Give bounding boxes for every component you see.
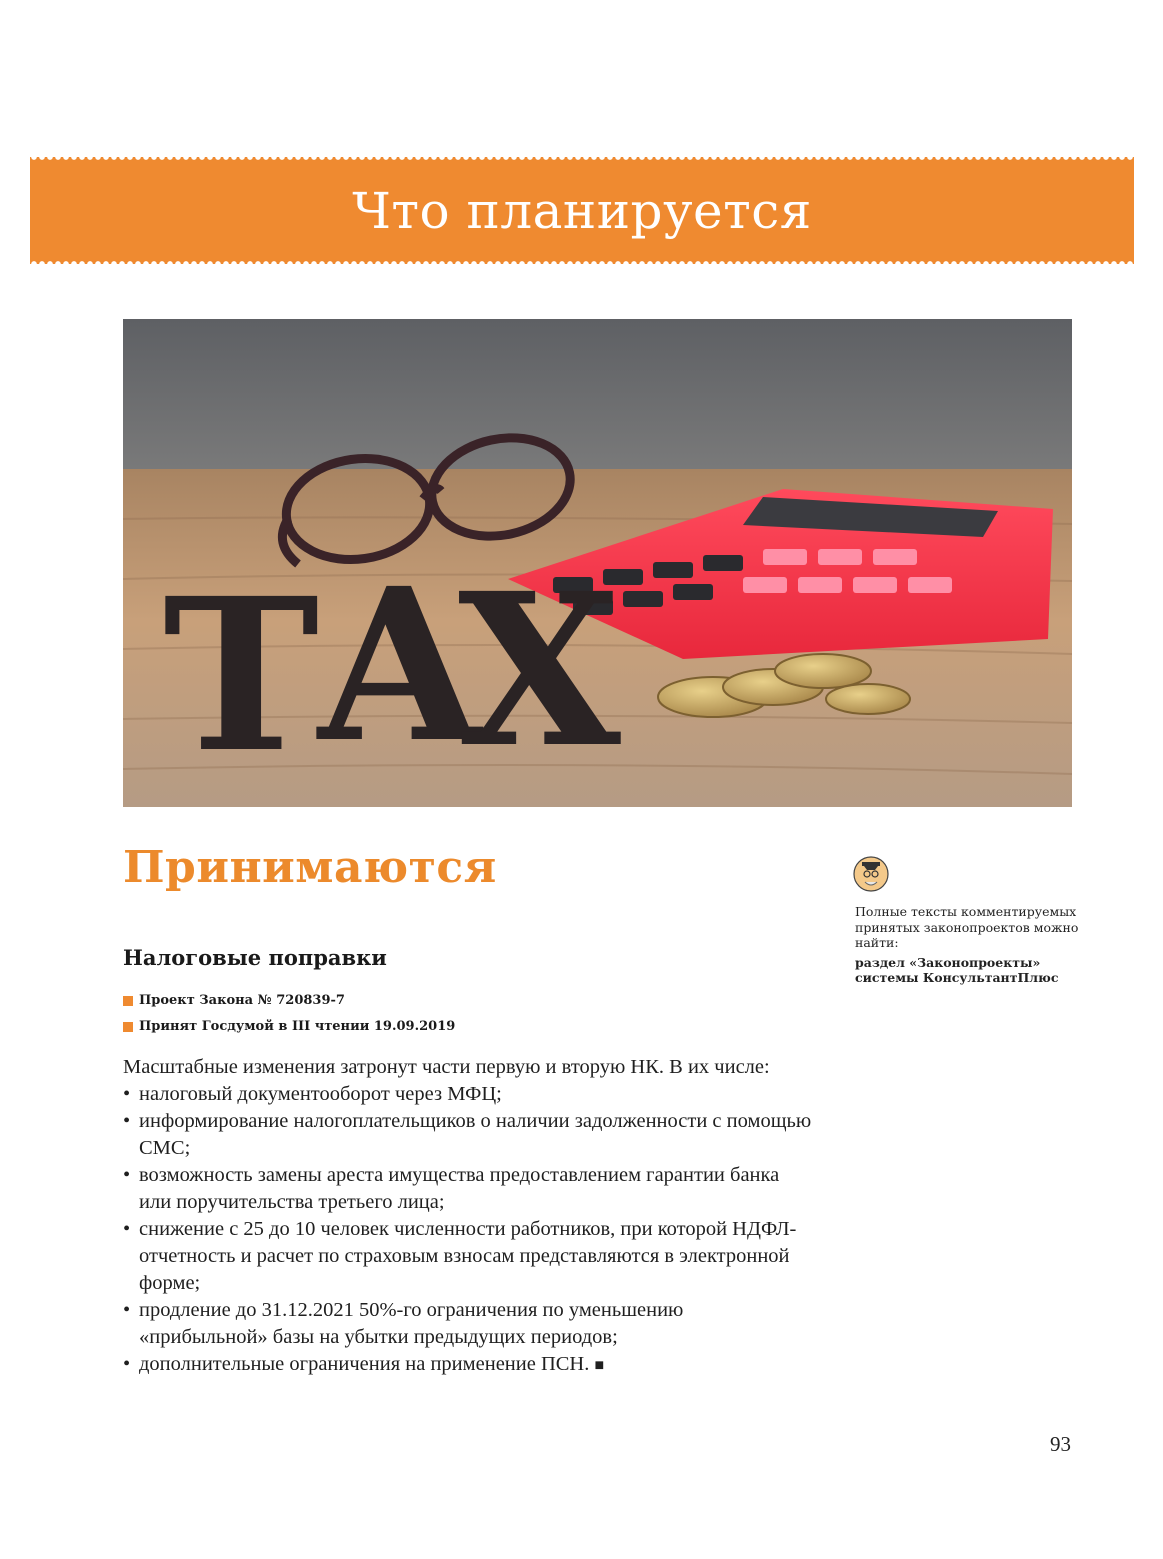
svg-text:A: A — [318, 542, 481, 789]
page-number: 93 — [1050, 1432, 1071, 1456]
article-body — [123, 1054, 813, 1379]
intro-paragraph: Масштабные изменения затронут части первую и вторую НК. В их числе: — [123, 1056, 770, 1078]
sidebar-link[interactable]: раздел «Законопроекты» системы КонсультантПлюс — [855, 954, 1059, 985]
sidebar-text: Полные тексты комментируемых принятых законопроектов можно найти: — [855, 904, 1079, 950]
list-item: • дополнительные ограничения на применение ПСН. ■ — [123, 1351, 813, 1379]
tax-photo — [123, 319, 1072, 807]
subsection-title: Налоговые поправки — [123, 945, 387, 970]
list-item: • возможность замены ареста имущества предоставлением гарантии банка или поручительства третьего лица; — [123, 1162, 813, 1216]
orange-square-icon — [123, 1022, 133, 1032]
sidebar-note — [855, 904, 1080, 986]
section-title: Принимаются — [123, 842, 497, 893]
svg-text:T: T — [163, 552, 320, 799]
tax-letters — [163, 542, 621, 799]
svg-text:X: X — [458, 547, 621, 794]
professor-avatar-icon — [853, 856, 889, 892]
list-item: • продление до 31.12.2021 50%-го ограничения по уменьшению «прибыльной» базы на убытки предыдущих периодов; — [123, 1297, 813, 1351]
list-item: • налоговый документооборот через МФЦ; — [123, 1081, 813, 1108]
bill-meta-list — [123, 988, 455, 1040]
meta-item: Проект Закона № 720839-7 — [123, 988, 455, 1014]
list-item: • снижение с 25 до 10 человек численности работников, при которой НДФЛ-отчетность и расчет по страховым взносам представляются в электронной форме; — [123, 1216, 813, 1297]
changes-list — [123, 1081, 813, 1379]
page-title: Что планируется — [352, 181, 812, 240]
list-item: • информирование налогоплательщиков о наличии задолженности с помощью СМС; — [123, 1108, 813, 1162]
end-mark: ■ — [594, 1357, 605, 1374]
meta-item: Принят Госдумой в III чтении 19.09.2019 — [123, 1014, 455, 1040]
orange-square-icon — [123, 996, 133, 1006]
